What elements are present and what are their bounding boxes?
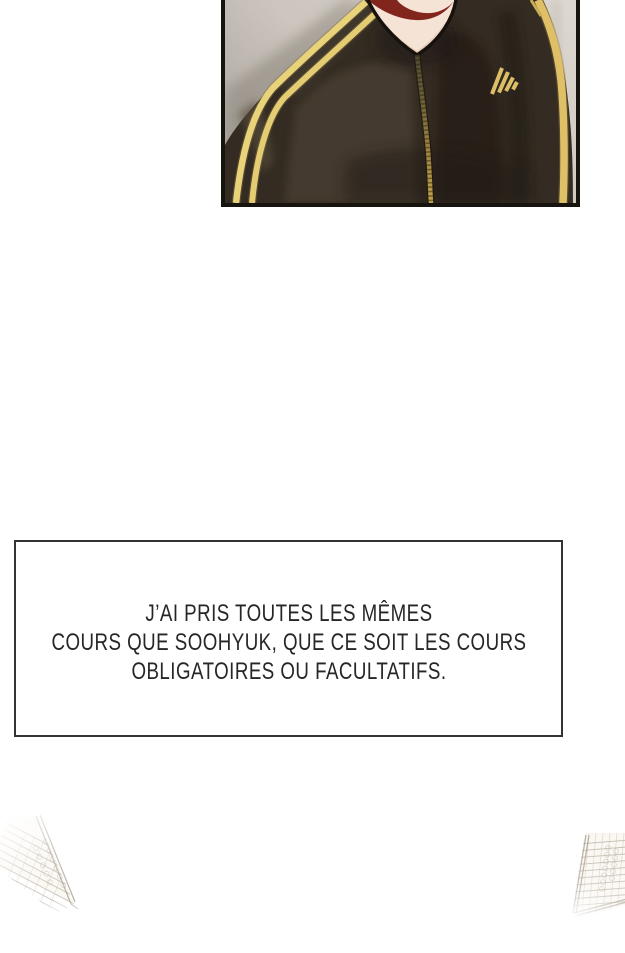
dialogue-line: J’AI PRIS TOUTES LES MÊMES xyxy=(144,600,433,627)
dialogue-line: OBLIGATOIRES OU FACULTATIFS. xyxy=(130,658,447,685)
dialogue-line: COURS QUE SOOHYUK, QUE CE SOIT LES COURS xyxy=(50,629,527,656)
narration-box xyxy=(14,540,563,737)
desk-fade-bottom xyxy=(0,812,100,912)
faint-desk-grid-right xyxy=(545,833,625,923)
narration-text xyxy=(0,599,577,686)
character-illustration xyxy=(225,0,576,203)
desk-fade xyxy=(545,833,625,923)
faint-desk-grid-left xyxy=(0,812,100,912)
comic-panel xyxy=(221,0,580,207)
